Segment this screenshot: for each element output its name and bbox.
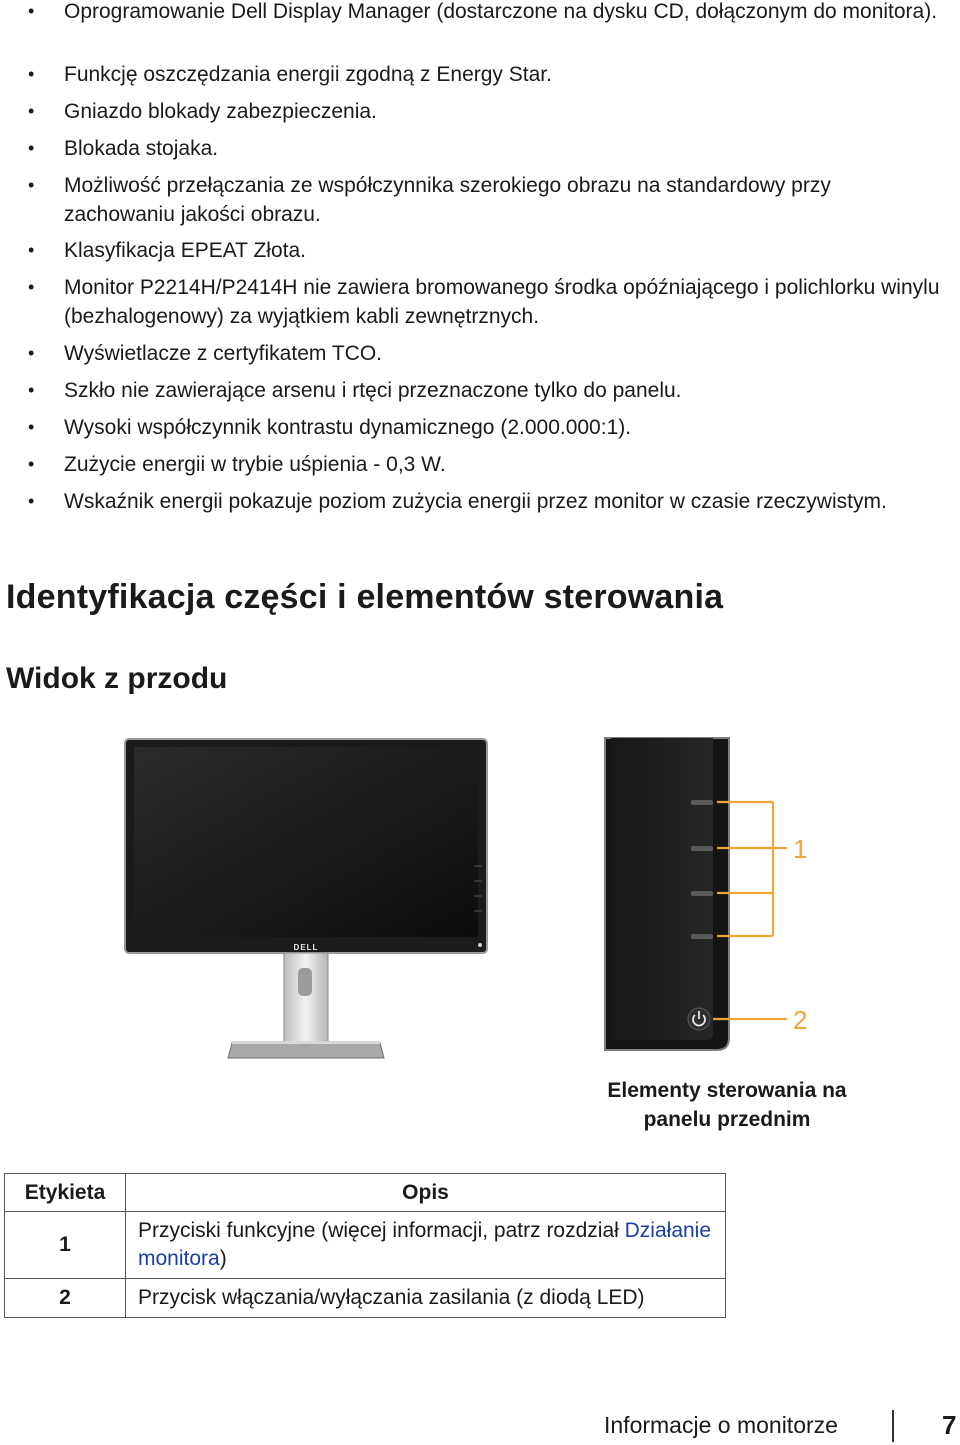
row-description-text: Przycisk włączania/wyłączania zasilania (z diodą LED) <box>138 1286 645 1309</box>
feature-item: • Klasyfikacja EPEAT Złota. <box>64 236 944 265</box>
front-panel-controls-illustration <box>603 736 823 1054</box>
section-title: Identyfikacja części i elementów sterowania <box>6 578 724 616</box>
monitor-front-illustration <box>122 736 490 1062</box>
callout-2: 2 <box>793 1005 808 1035</box>
feature-item: • Wyświetlacze z certyfikatem TCO. <box>64 339 944 368</box>
feature-item: • Zużycie energii w trybie uśpienia - 0,3 W. <box>64 450 944 479</box>
row-label: 2 <box>5 1279 126 1318</box>
feature-item: • Gniazdo blokady zabezpieczenia. <box>64 97 944 126</box>
function-button-4 <box>691 934 713 939</box>
power-led-icon <box>478 943 482 947</box>
power-button-icon <box>688 1008 710 1030</box>
feature-item: • Funkcję oszczędzania energii zgodną z Energy Star. <box>64 60 944 89</box>
row-description-text: Przyciski funkcyjne (więcej informacji, patrz rozdział <box>138 1219 625 1242</box>
row-description <box>126 1212 726 1279</box>
figure-caption: Elementy sterowania na panelu przednim <box>607 1079 847 1131</box>
row-label: 1 <box>5 1212 126 1279</box>
feature-item: • Monitor P2214H/P2414H nie zawiera bromowanego środka opóźniającego i polichlorku winylu (bezhalogenowy) za wyjątkiem kabli zewnętrznych. <box>64 273 944 331</box>
table-header-description: Opis <box>126 1174 726 1212</box>
row-description <box>126 1279 726 1318</box>
table-row <box>5 1279 726 1318</box>
callout-1: 1 <box>793 834 808 864</box>
feature-item: • Blokada stojaka. <box>64 134 944 163</box>
monitor-stand-base <box>228 1043 384 1058</box>
footer-section-name: Informacje o monitorze <box>604 1412 838 1438</box>
function-button-2 <box>691 846 713 851</box>
feature-item: • Oprogramowanie Dell Display Manager (dostarczone na dysku CD, dołączonym do monitora). <box>64 0 944 26</box>
feature-item: • Wysoki współczynnik kontrastu dynamicznego (2.000.000:1). <box>64 413 944 442</box>
page-number: 7 <box>942 1410 957 1440</box>
table-row <box>5 1212 726 1279</box>
link-dzialanie-monitora[interactable]: Działanie monitora <box>138 1219 712 1270</box>
subsection-title: Widok z przodu <box>6 662 228 695</box>
feature-item: • Szkło nie zawierające arsenu i rtęci przeznaczone tylko do panelu. <box>64 376 944 405</box>
monitor-stand-neck <box>284 953 328 1043</box>
controls-table <box>4 1173 726 1318</box>
table-header-label: Etykieta <box>5 1174 126 1212</box>
function-button-3 <box>691 891 713 896</box>
feature-item: • Wskaźnik energii pokazuje poziom zużycia energii przez monitor w czasie rzeczywistym. <box>64 487 944 516</box>
feature-item: • Możliwość przełączania ze współczynnika szerokiego obrazu na standardowy przy zachowaniu jakości obrazu. <box>64 171 944 229</box>
function-button-1 <box>691 800 713 805</box>
cable-slot <box>298 968 312 996</box>
footer-divider <box>892 1410 894 1442</box>
monitor-screen <box>134 747 478 937</box>
row-description-suffix: ) <box>219 1247 227 1270</box>
dell-logo: DELL <box>293 943 319 952</box>
table-header-row <box>5 1174 726 1212</box>
